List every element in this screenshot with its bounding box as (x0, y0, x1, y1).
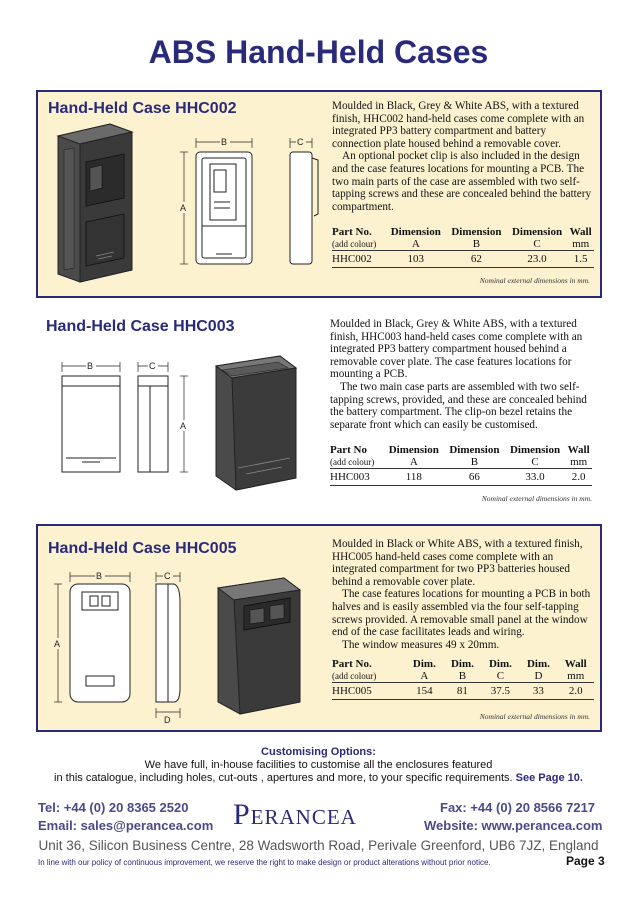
table-cell: HHC003 (330, 469, 383, 486)
dim-label-b: B (96, 571, 103, 581)
side-view-drawing (138, 376, 168, 472)
table-subheader: (add colour) (332, 670, 405, 683)
customising-title: Customising Options: (261, 746, 376, 758)
table-header: Part No (330, 444, 367, 456)
table-header: Dim. (488, 658, 512, 670)
front-view-drawing (70, 584, 130, 702)
table-subheader: A (385, 238, 446, 251)
side-view-drawing (156, 584, 180, 702)
front-view-drawing (62, 376, 120, 472)
page-title: ABS Hand-Held Cases (148, 34, 489, 70)
table-header: Dimension (511, 226, 563, 238)
description-paragraph: The window measures 49 x 20mm. (342, 638, 500, 651)
case-3d-illustration (58, 124, 132, 282)
customising-line: in this catalogue, including holes, cut-outs , apertures and more, to your specific requirements. (54, 772, 513, 784)
table-subheader: C (507, 238, 568, 251)
table-subheader: D (519, 670, 557, 683)
dim-label-a: A (180, 203, 187, 213)
table-cell: 118 (383, 469, 444, 486)
table-cell: 2.0 (565, 469, 592, 486)
table-header: Part No. (332, 226, 372, 238)
spec-table (330, 444, 592, 486)
table-cell: 1.5 (567, 251, 594, 268)
table-cell: 66 (444, 469, 505, 486)
description-paragraph: Moulded in Black, Grey & White ABS, with a textured finish, HHC002 hand-held cases come complete with an integrated PP3 battery compartment and battery connection plate housed behind a removable cover. (332, 100, 585, 150)
table-header: Dim. (412, 658, 436, 670)
description-paragraph: An optional pocket clip is also included in the design and the case features locations for mounting a PCB. The two main parts of the case are assembled with two self-tapping screws and these are concealed behind the battery compartment. (332, 150, 592, 213)
perancea-logo: Perancea (233, 798, 357, 831)
table-subheader: C (505, 456, 566, 469)
section-title: Hand-Held Case HHC002 (48, 100, 237, 117)
footer-address: Unit 36, Silicon Business Centre, 28 Wadsworth Road, Perivale Greenford, UB6 7JZ, England (38, 838, 599, 853)
table-subheader: mm (567, 238, 594, 251)
table-header: Wall (567, 444, 590, 456)
dim-label-d: D (164, 715, 171, 725)
hhc002-illustration (44, 118, 324, 298)
table-row (330, 469, 592, 486)
section-description (332, 538, 594, 651)
description-paragraph: The two main case parts are assembled with two self-tapping screws, provided, and these are concealed behind the battery compartment. The clip-on bezel retains the separate front which can easily be customised. (330, 380, 587, 431)
front-view-drawing (196, 152, 252, 264)
section-hhc005 (36, 524, 602, 732)
table-header: Part No. (332, 658, 372, 670)
table-subheader: mm (557, 670, 594, 683)
dim-label-c: C (164, 571, 171, 581)
table-cell: 33.0 (505, 469, 566, 486)
spec-table (332, 226, 594, 268)
section-title: Hand-Held Case HHC003 (46, 318, 235, 335)
case-3d-illustration (216, 356, 296, 490)
case-3d-illustration (218, 578, 300, 714)
table-row (332, 251, 594, 268)
page-number: Page 3 (566, 854, 605, 868)
table-header: Wall (569, 226, 592, 238)
section-hhc002 (36, 90, 602, 298)
section-hhc003 (36, 312, 602, 508)
table-cell: 103 (385, 251, 446, 268)
table-cell: HHC005 (332, 683, 405, 700)
see-page-link[interactable]: See Page 10. (515, 772, 583, 784)
table-subheader: C (481, 670, 519, 683)
section-title: Hand-Held Case HHC005 (48, 540, 237, 557)
customising-line: We have full, in-house facilities to customise all the enclosures featured (144, 759, 493, 771)
footer-email[interactable]: Email: sales@perancea.com (38, 818, 214, 833)
footer-website[interactable]: Website: www.perancea.com (424, 818, 603, 833)
description-paragraph: Moulded in Black or White ABS, with a textured finish, HHC005 hand-held cases come complete with an integrated compartment for two PP3 batteries housed behind a removable cover plate. (332, 538, 583, 588)
table-subheader: (add colour) (330, 456, 383, 469)
hhc005-illustration (44, 562, 324, 732)
table-header: Dim. (450, 658, 474, 670)
dim-label-c: C (297, 137, 304, 147)
customising-options (0, 746, 637, 785)
footer-fax: Fax: +44 (0) 20 8566 7217 (440, 800, 596, 815)
section-description (332, 100, 594, 213)
table-subheader: B (443, 670, 481, 683)
description-paragraph: The case features locations for mounting a PCB in both halves and is easily assembled via the four self-tapping screws provided. A removable small panel at the window end of the case facilitates leads and wiring. (332, 588, 591, 639)
table-subheader: A (383, 456, 444, 469)
dim-label-b: B (87, 361, 94, 371)
description-paragraph: Moulded in Black, Grey & White ABS, with a textured finish, HHC003 hand-held cases come complete with an integrated PP3 battery compartment housed behind a removable cover plate. The case features locations for mounting a PCB. (330, 318, 583, 381)
dimensions-note: Nominal external dimensions in mm. (479, 712, 590, 721)
table-header: Dimension (390, 226, 441, 238)
dim-label-a: A (54, 639, 61, 649)
table-header: Dimension (388, 444, 439, 456)
table-cell: 81 (443, 683, 481, 700)
dim-label-a: A (180, 421, 187, 431)
section-description (330, 318, 592, 431)
table-subheader: B (444, 456, 505, 469)
dimensions-note: Nominal external dimensions in mm. (481, 494, 592, 503)
table-cell: 33 (519, 683, 557, 700)
table-cell: 2.0 (557, 683, 594, 700)
spec-table (332, 658, 594, 700)
table-header: Dim. (526, 658, 550, 670)
table-header: Dimension (451, 226, 502, 238)
dimensions-note: Nominal external dimensions in mm. (479, 276, 590, 285)
table-header: Dimension (449, 444, 500, 456)
table-cell: 37.5 (481, 683, 519, 700)
footer-tel: Tel: +44 (0) 20 8365 2520 (38, 800, 189, 815)
hhc003-illustration (50, 346, 330, 506)
table-subheader: A (405, 670, 443, 683)
footer-policy: In line with our policy of continuous improvement, we reserve the right to make design or product alterations without prior notice. (38, 858, 491, 867)
table-subheader: (add colour) (332, 238, 385, 251)
table-header: Wall (564, 658, 587, 670)
table-cell: 154 (405, 683, 443, 700)
table-subheader: B (446, 238, 507, 251)
table-cell: HHC002 (332, 251, 385, 268)
table-row (332, 683, 594, 700)
table-cell: 23.0 (507, 251, 568, 268)
table-subheader: mm (565, 456, 592, 469)
table-cell: 62 (446, 251, 507, 268)
dim-label-b: B (221, 137, 228, 147)
dim-label-c: C (149, 361, 156, 371)
table-header: Dimension (509, 444, 561, 456)
side-view-drawing (290, 152, 318, 264)
